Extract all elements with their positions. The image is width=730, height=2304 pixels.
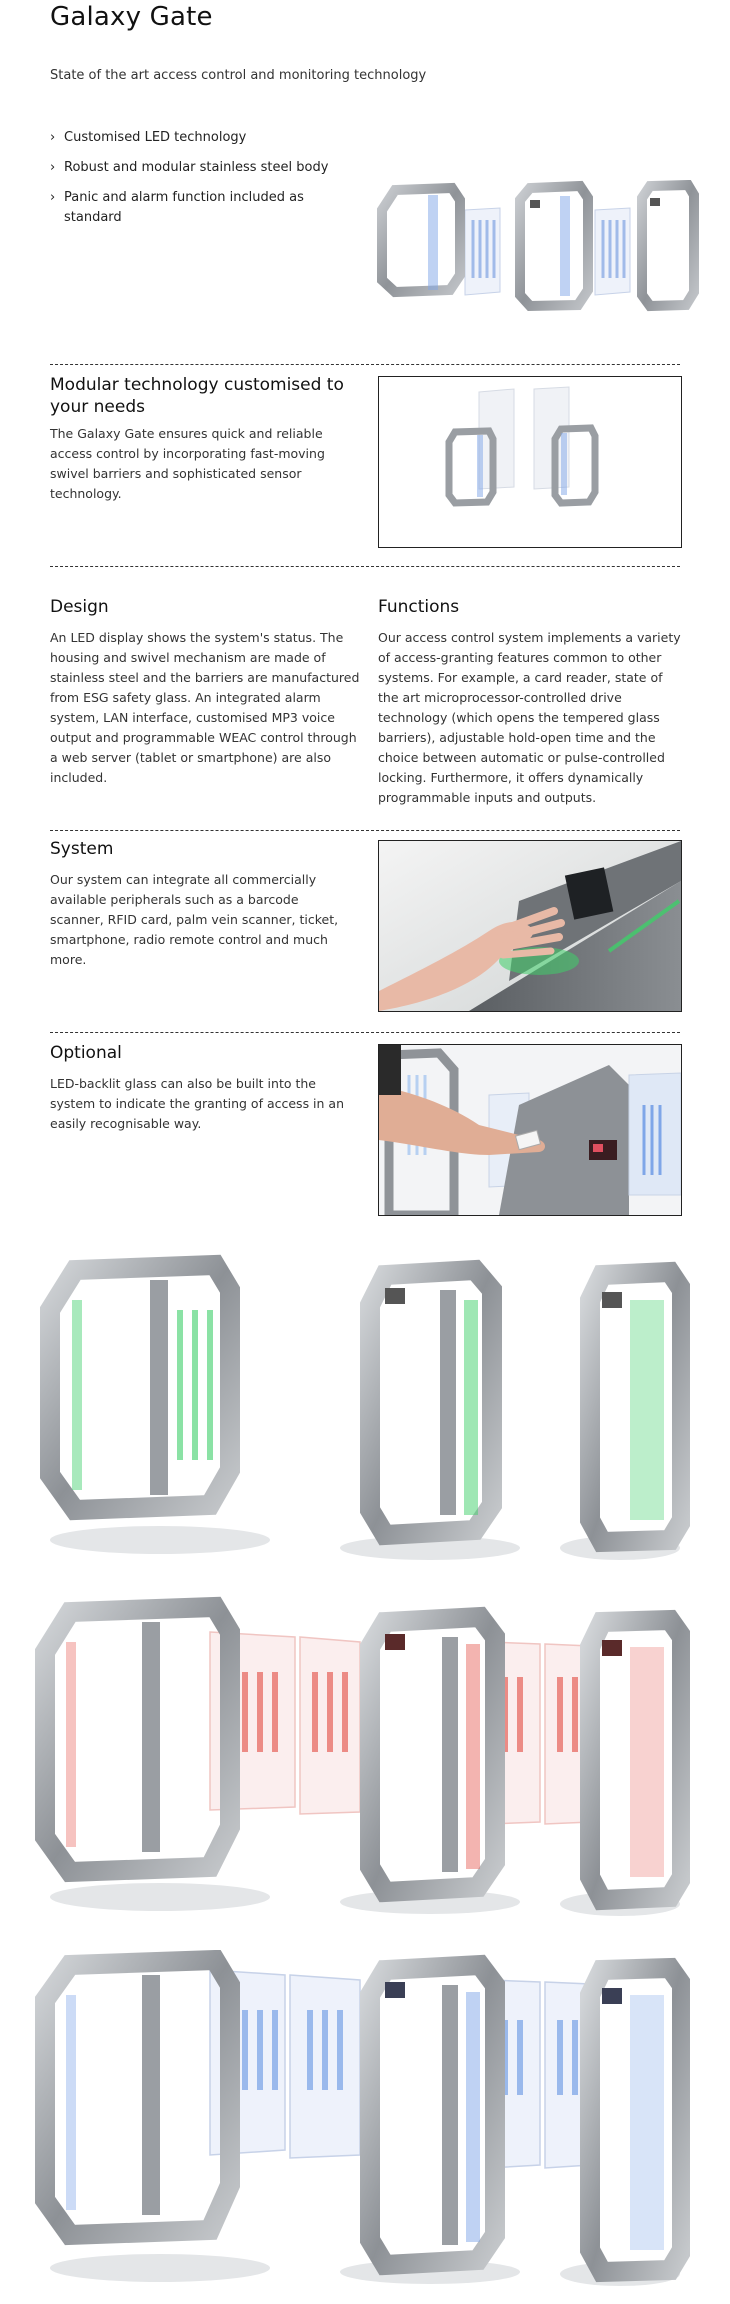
section-divider xyxy=(50,364,680,365)
section-divider xyxy=(50,830,680,831)
gate-render-red xyxy=(30,1582,690,1922)
chevron-right-icon: › xyxy=(50,160,56,175)
design-text: An LED display shows the system's status. The housing and swivel mechanism are made of stainless steel and the barriers are manufactured from ESG safety glass. An integrated alarm system, LAN interface, customised MP3 voice output and programmable WEAC control through a web server (tablet or smartphone) are also included. xyxy=(50,630,360,785)
card-reader-illustration xyxy=(379,1045,681,1215)
feature-list xyxy=(50,128,330,238)
page-title: Galaxy Gate xyxy=(50,2,213,32)
feature-label: Robust and modular stainless steel body xyxy=(64,160,329,175)
chevron-right-icon: › xyxy=(50,190,56,205)
optional-text: LED-backlit glass can also be built into the system to indicate the granting of access in an easily recognisable way. xyxy=(50,1076,345,1131)
modular-image xyxy=(378,376,682,548)
hero-gate-image xyxy=(370,180,700,345)
functions-text: Our access control system implements a variety of access-granting features common to other systems. For example, a card reader, state of the art microprocessor-controlled drive technology (which opens the tempered glass barriers), adjustable hold-open time and the choice between automatic or pulse-controlled locking. Furthermore, it offers dynamically programmable inputs and outputs. xyxy=(378,630,681,805)
feature-label: Panic and alarm function included as standard xyxy=(64,190,304,225)
gate-render-blue xyxy=(30,1950,690,2290)
palm-scanner-illustration xyxy=(379,841,681,1011)
feature-item xyxy=(50,158,330,178)
section-divider xyxy=(50,566,680,567)
feature-label: Customised LED technology xyxy=(64,130,247,145)
modular-heading: Modular technology customised to your needs xyxy=(50,375,344,417)
system-heading: System xyxy=(50,839,114,859)
system-image xyxy=(378,840,682,1012)
gate-render-green xyxy=(30,1230,690,1570)
optional-image xyxy=(378,1044,682,1216)
feature-item xyxy=(50,128,330,148)
feature-item xyxy=(50,188,330,228)
system-text: Our system can integrate all commercially available peripherals such as a barcode scanner, RFID card, palm vein scanner, ticket, smartphone, radio remote control and much more. xyxy=(50,872,339,967)
page-subtitle: State of the art access control and monitoring technology xyxy=(50,68,427,83)
section-divider xyxy=(50,1032,680,1033)
design-heading: Design xyxy=(50,597,109,617)
gate-pair-illustration xyxy=(379,377,681,547)
functions-heading: Functions xyxy=(378,597,460,617)
modular-text: The Galaxy Gate ensures quick and reliable access control by incorporating fast-moving swivel barriers and sophisticated sensor technology. xyxy=(50,426,325,501)
chevron-right-icon: › xyxy=(50,130,56,145)
optional-heading: Optional xyxy=(50,1043,122,1063)
